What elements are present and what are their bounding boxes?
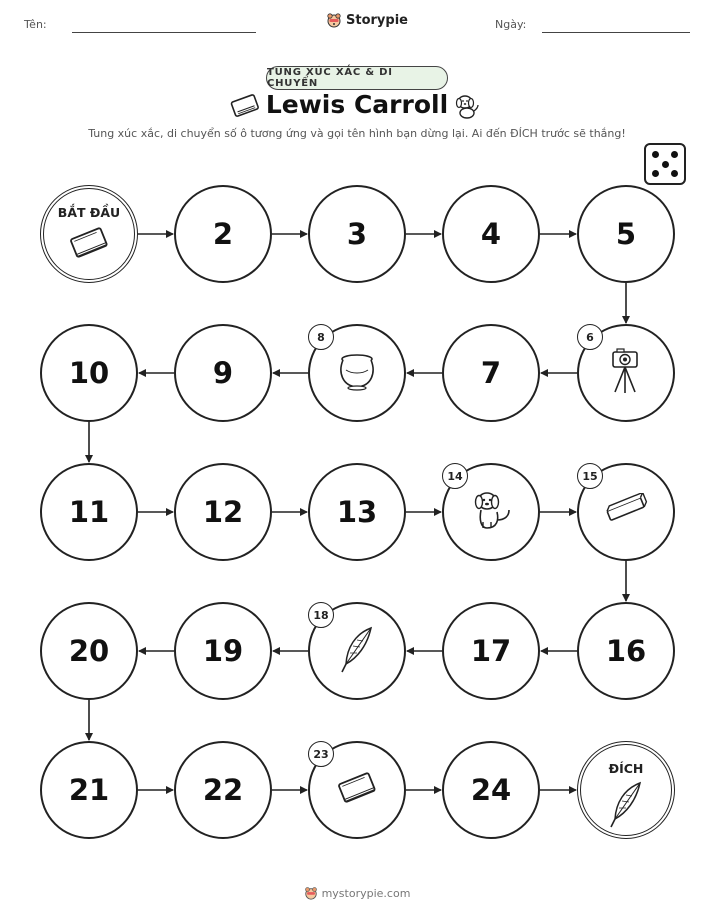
- space-number: 2: [212, 217, 234, 251]
- space-number-badge: 8: [308, 324, 334, 350]
- board-space-19: [174, 602, 272, 700]
- space-number: 22: [202, 773, 244, 807]
- name-label: Tên:: [24, 18, 47, 31]
- dog-icon: [467, 486, 515, 538]
- space-number: 16: [605, 634, 647, 668]
- space-number: 10: [68, 356, 110, 390]
- board-space-6: [577, 324, 675, 422]
- space-number: 17: [470, 634, 512, 668]
- board-space-8: [308, 324, 406, 422]
- camera-icon: [606, 346, 646, 400]
- board-space-5: [577, 185, 675, 283]
- space-number-badge: 14: [442, 463, 468, 489]
- board-space-17: [442, 602, 540, 700]
- footer-site: mystorypie.com: [321, 886, 411, 900]
- instructions: Tung xúc xắc, di chuyển số ô tương ứng và gọi tên hình bạn dừng lại. Ai đến ĐÍCH trước sẽ thắng!: [88, 127, 626, 140]
- space-number: 4: [480, 217, 502, 251]
- space-number: 9: [212, 356, 234, 390]
- game-type-tag: TUNG XÚC XẮC & DI CHUYỂN: [266, 66, 448, 90]
- space-number: 20: [68, 634, 110, 668]
- board-space-24: [442, 741, 540, 839]
- start-space: [40, 185, 138, 283]
- board-space-9: [174, 324, 272, 422]
- space-number: 12: [202, 495, 244, 529]
- date-label: Ngày:: [495, 18, 527, 31]
- finish-space: [577, 741, 675, 839]
- board-space-21: [40, 741, 138, 839]
- board-space-12: [174, 463, 272, 561]
- space-number-badge: 6: [577, 324, 603, 350]
- board-space-13: [308, 463, 406, 561]
- board-space-14: [442, 463, 540, 561]
- board-space-4: [442, 185, 540, 283]
- space-number: 3: [346, 217, 368, 251]
- board-space-16: [577, 602, 675, 700]
- space-number: 11: [68, 495, 110, 529]
- space-number: 13: [336, 495, 378, 529]
- board-space-2: [174, 185, 272, 283]
- quill-icon: [337, 624, 377, 678]
- board-space-7: [442, 324, 540, 422]
- board-space-3: [308, 185, 406, 283]
- board-space-11: [40, 463, 138, 561]
- space-number-badge: 15: [577, 463, 603, 489]
- space-number: 19: [202, 634, 244, 668]
- board-space-15: [577, 463, 675, 561]
- book-icon: [66, 223, 112, 267]
- pot-icon: [334, 350, 380, 396]
- footer: [0, 886, 714, 900]
- space-number: 5: [615, 217, 637, 251]
- storypie-logo-icon: [304, 886, 318, 900]
- board-space-23: [308, 741, 406, 839]
- space-number: 24: [470, 773, 512, 807]
- quill-icon: [606, 779, 646, 833]
- book-icon: [334, 768, 380, 812]
- space-number: 7: [480, 356, 502, 390]
- board-space-18: [308, 602, 406, 700]
- board-space-10: [40, 324, 138, 422]
- space-number-badge: 18: [308, 602, 334, 628]
- page-title: Lewis Carroll: [265, 90, 449, 119]
- chalk-icon: [602, 493, 650, 531]
- space-number: 21: [68, 773, 110, 807]
- space-number-badge: 23: [308, 741, 334, 767]
- board-space-22: [174, 741, 272, 839]
- finish-label: ĐÍCH: [608, 761, 644, 776]
- board-space-20: [40, 602, 138, 700]
- start-label: BẮT ĐẦU: [57, 205, 121, 220]
- brand-name: Storypie: [346, 12, 408, 28]
